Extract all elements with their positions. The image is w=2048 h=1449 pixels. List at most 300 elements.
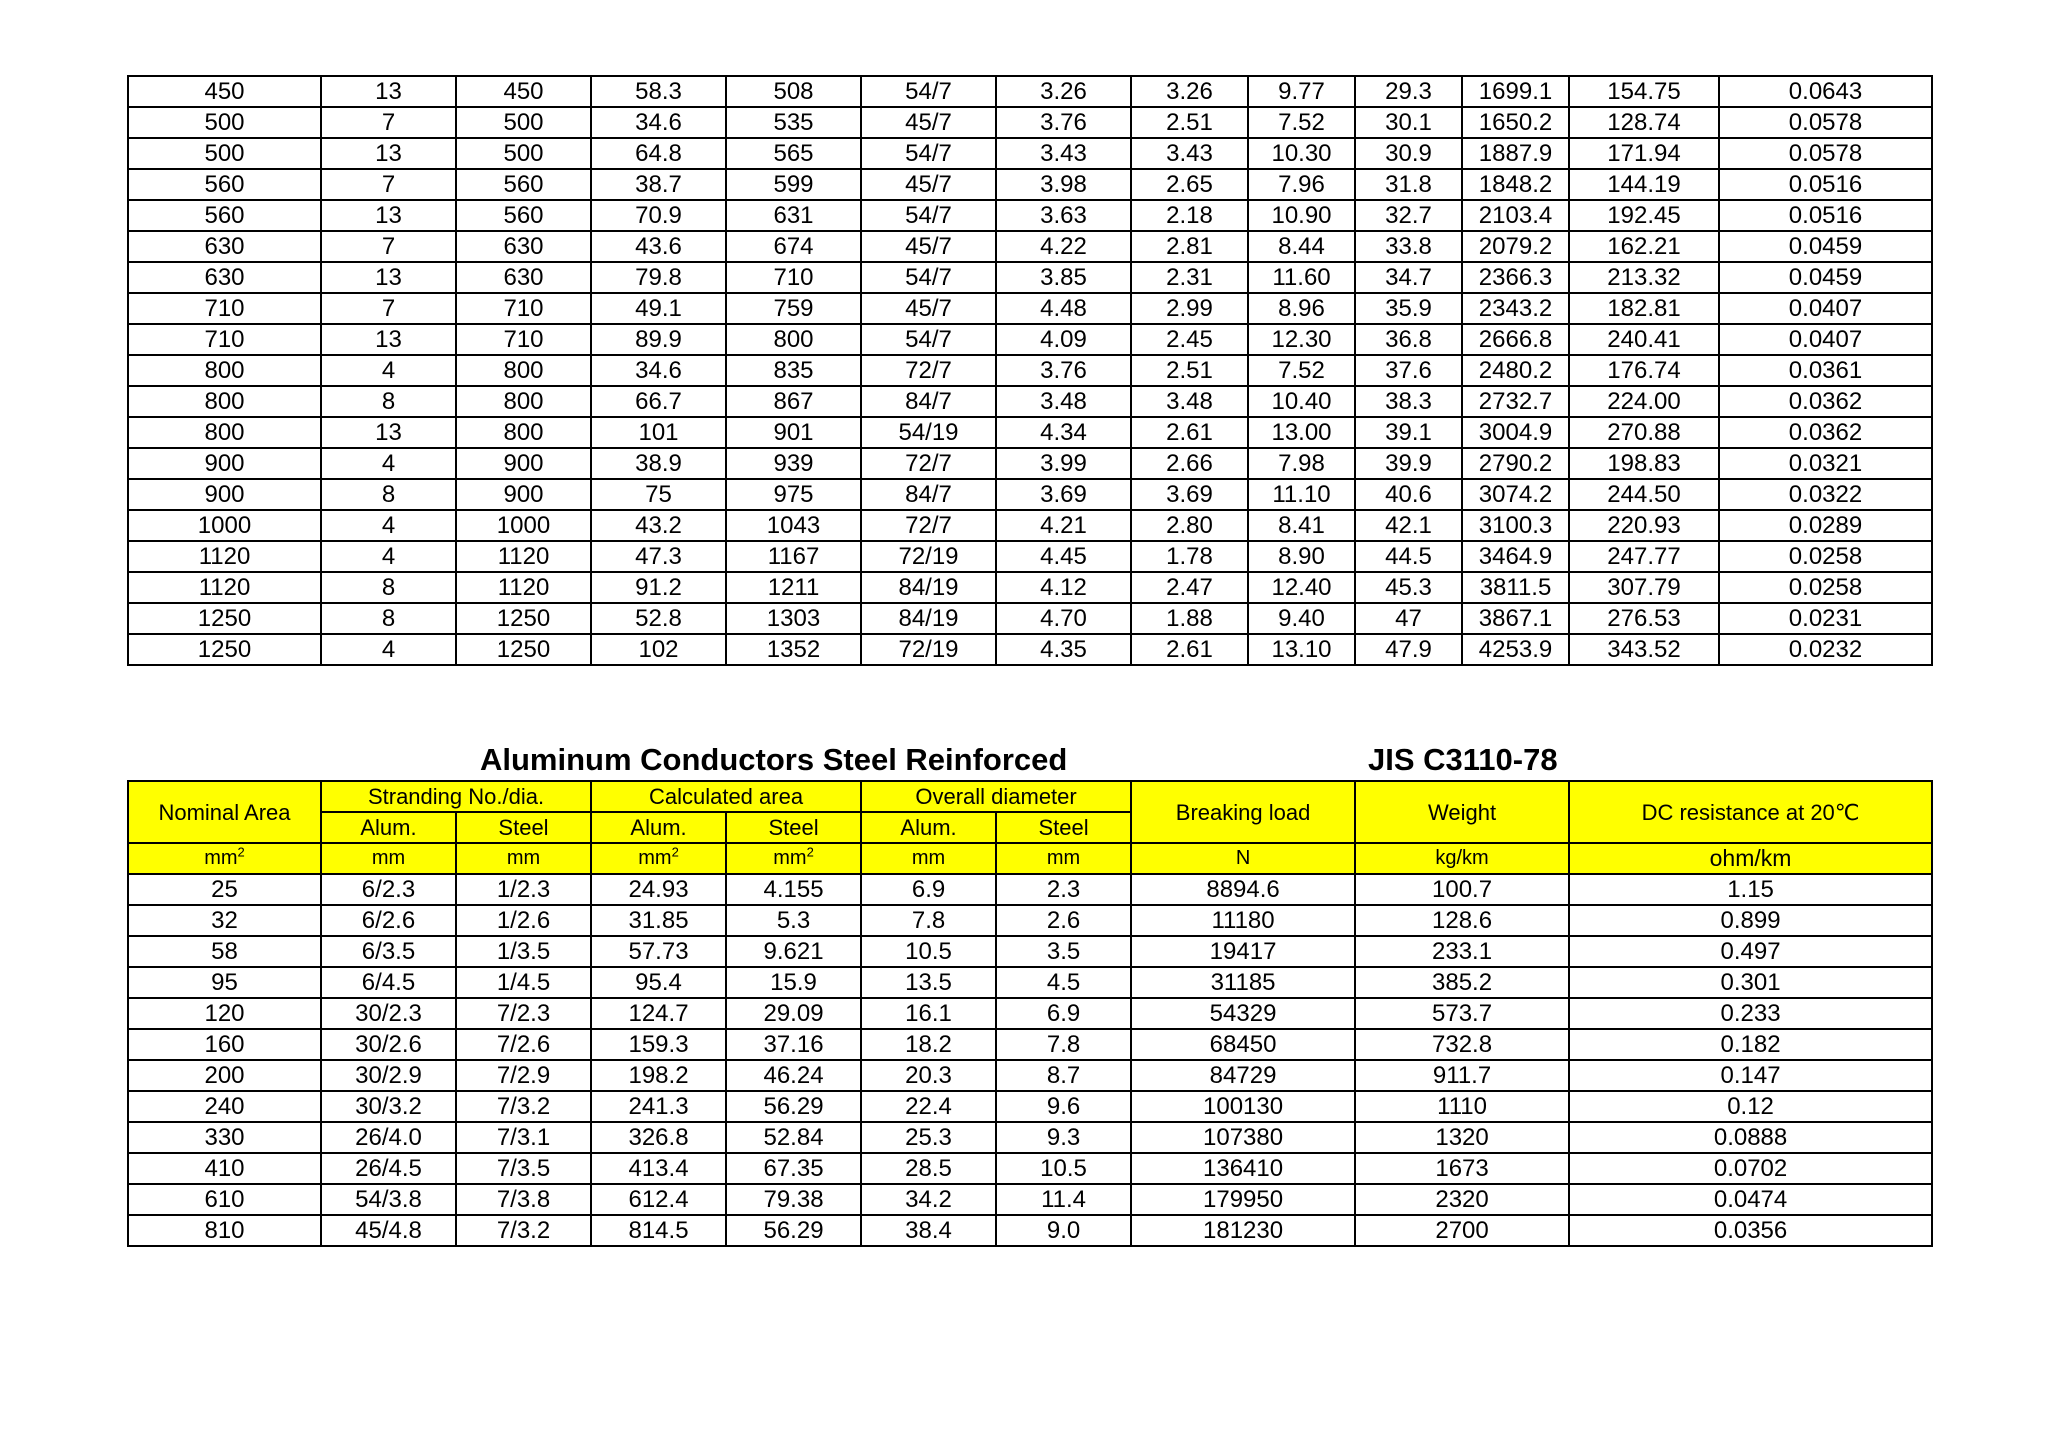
table-cell: 710 — [456, 293, 591, 324]
table-cell: 30/2.9 — [321, 1060, 456, 1091]
table-cell: 900 — [128, 479, 321, 510]
table-cell: 3.43 — [1131, 138, 1248, 169]
table-cell: 3.99 — [996, 448, 1131, 479]
table-cell: 343.52 — [1569, 634, 1719, 665]
table-cell: 32 — [128, 905, 321, 936]
table-cell: 535 — [726, 107, 861, 138]
acsr-table-row — [128, 1122, 1932, 1153]
table-cell: 270.88 — [1569, 417, 1719, 448]
header-overall-diameter: Overall diameter — [861, 781, 1131, 812]
table-cell: 800 — [456, 355, 591, 386]
unit-diameter-alum: mm — [861, 843, 996, 874]
top-table-row — [128, 262, 1932, 293]
table-cell: 22.4 — [861, 1091, 996, 1122]
table-cell: 10.40 — [1248, 386, 1355, 417]
top-table-row — [128, 572, 1932, 603]
table-cell: 84/19 — [861, 603, 996, 634]
table-cell: 2790.2 — [1462, 448, 1569, 479]
table-cell: 120 — [128, 998, 321, 1029]
table-cell: 26/4.5 — [321, 1153, 456, 1184]
table-cell: 9.6 — [996, 1091, 1131, 1122]
table-cell: 3867.1 — [1462, 603, 1569, 634]
table-cell: 1699.1 — [1462, 76, 1569, 107]
table-cell: 612.4 — [591, 1184, 726, 1215]
table-cell: 19417 — [1131, 936, 1355, 967]
table-cell: 7/3.1 — [456, 1122, 591, 1153]
table-cell: 162.21 — [1569, 231, 1719, 262]
table-cell: 30/3.2 — [321, 1091, 456, 1122]
table-cell: 3.5 — [996, 936, 1131, 967]
table-cell: 54329 — [1131, 998, 1355, 1029]
acsr-table-row — [128, 1184, 1932, 1215]
table-cell: 1303 — [726, 603, 861, 634]
table-cell: 759 — [726, 293, 861, 324]
table-cell: 3.26 — [996, 76, 1131, 107]
table-cell: 4 — [321, 541, 456, 572]
table-cell: 13.00 — [1248, 417, 1355, 448]
table-cell: 7 — [321, 231, 456, 262]
table-cell: 1250 — [128, 603, 321, 634]
table-cell: 0.0407 — [1719, 293, 1932, 324]
unit-breaking-load: N — [1131, 843, 1355, 874]
table-cell: 13 — [321, 417, 456, 448]
table-cell: 58 — [128, 936, 321, 967]
table-cell: 1352 — [726, 634, 861, 665]
table-cell: 0.0459 — [1719, 262, 1932, 293]
top-table-row — [128, 510, 1932, 541]
table-cell: 867 — [726, 386, 861, 417]
table-cell: 1043 — [726, 510, 861, 541]
table-cell: 30.1 — [1355, 107, 1462, 138]
table-cell: 47 — [1355, 603, 1462, 634]
header-stranding: Stranding No./dia. — [321, 781, 591, 812]
unit-stranding-alum: mm — [321, 843, 456, 874]
table-cell: 0.0516 — [1719, 200, 1932, 231]
table-cell: 0.0362 — [1719, 386, 1932, 417]
table-cell: 2.3 — [996, 874, 1131, 905]
table-cell: 8 — [321, 386, 456, 417]
table-cell: 2366.3 — [1462, 262, 1569, 293]
table-cell: 2.51 — [1131, 355, 1248, 386]
table-cell: 159.3 — [591, 1029, 726, 1060]
table-cell: 38.3 — [1355, 386, 1462, 417]
table-cell: 10.5 — [861, 936, 996, 967]
table-cell: 39.1 — [1355, 417, 1462, 448]
table-cell: 47.9 — [1355, 634, 1462, 665]
table-cell: 9.0 — [996, 1215, 1131, 1246]
table-cell: 34.6 — [591, 355, 726, 386]
table-cell: 500 — [456, 107, 591, 138]
table-cell: 630 — [128, 231, 321, 262]
table-cell: 450 — [456, 76, 591, 107]
acsr-table-body — [128, 781, 1932, 1246]
unit-nominal-area: $mm^2$ — [128, 843, 321, 874]
table-cell: 0.0231 — [1719, 603, 1932, 634]
table-cell: 2.65 — [1131, 169, 1248, 200]
table-cell: 2.6 — [996, 905, 1131, 936]
header-diameter-steel: Steel — [996, 812, 1131, 843]
top-table-row — [128, 448, 1932, 479]
table-cell: 34.7 — [1355, 262, 1462, 293]
header-calculated-area: Calculated area — [591, 781, 861, 812]
table-cell: 0.0578 — [1719, 138, 1932, 169]
title-standard: JIS C3110-78 — [1368, 742, 1558, 777]
table-cell: 2343.2 — [1462, 293, 1569, 324]
table-cell: 244.50 — [1569, 479, 1719, 510]
table-cell: 800 — [128, 417, 321, 448]
top-table-row — [128, 200, 1932, 231]
table-cell: 72/7 — [861, 510, 996, 541]
header-stranding-steel: Steel — [456, 812, 591, 843]
table-cell: 11.4 — [996, 1184, 1131, 1215]
table-cell: 4 — [321, 634, 456, 665]
table-cell: 8.96 — [1248, 293, 1355, 324]
table-cell: 72/7 — [861, 448, 996, 479]
table-cell: 179950 — [1131, 1184, 1355, 1215]
table-cell: 45/7 — [861, 107, 996, 138]
table-cell: 3811.5 — [1462, 572, 1569, 603]
table-cell: 0.0474 — [1569, 1184, 1932, 1215]
table-cell: 276.53 — [1569, 603, 1719, 634]
unit-dc-resistance: ohm/km — [1569, 843, 1932, 874]
acsr-table-row — [128, 967, 1932, 998]
table-cell: 3100.3 — [1462, 510, 1569, 541]
table-cell: 136410 — [1131, 1153, 1355, 1184]
table-cell: 385.2 — [1355, 967, 1569, 998]
header-breaking-load: Breaking load — [1131, 781, 1355, 843]
table-cell: 44.5 — [1355, 541, 1462, 572]
table-cell: 0.0516 — [1719, 169, 1932, 200]
table-cell: 0.0289 — [1719, 510, 1932, 541]
acsr-table-row — [128, 1091, 1932, 1122]
table-cell: 70.9 — [591, 200, 726, 231]
table-cell: 0.0888 — [1569, 1122, 1932, 1153]
table-cell: 95.4 — [591, 967, 726, 998]
acsr-table-row — [128, 1215, 1932, 1246]
table-cell: 814.5 — [591, 1215, 726, 1246]
table-cell: 33.8 — [1355, 231, 1462, 262]
table-cell: 560 — [456, 169, 591, 200]
table-cell: 75 — [591, 479, 726, 510]
table-cell: 182.81 — [1569, 293, 1719, 324]
table-cell: 710 — [128, 324, 321, 355]
table-cell: 43.2 — [591, 510, 726, 541]
table-cell: 8 — [321, 603, 456, 634]
table-cell: 3.63 — [996, 200, 1131, 231]
table-cell: 72/7 — [861, 355, 996, 386]
top-table-row — [128, 231, 1932, 262]
top-table-row — [128, 417, 1932, 448]
table-cell: 54/19 — [861, 417, 996, 448]
table-cell: 0.0362 — [1719, 417, 1932, 448]
table-cell: 240.41 — [1569, 324, 1719, 355]
top-data-table — [127, 75, 1933, 666]
table-cell: 3.43 — [996, 138, 1131, 169]
table-cell: 68450 — [1131, 1029, 1355, 1060]
table-cell: 160 — [128, 1029, 321, 1060]
unit-weight: kg/km — [1355, 843, 1569, 874]
table-cell: 800 — [128, 386, 321, 417]
table-cell: 198.83 — [1569, 448, 1719, 479]
top-table-row — [128, 169, 1932, 200]
table-cell: 2480.2 — [1462, 355, 1569, 386]
table-cell: 1/4.5 — [456, 967, 591, 998]
table-cell: 2320 — [1355, 1184, 1569, 1215]
table-cell: 15.9 — [726, 967, 861, 998]
table-cell: 4.35 — [996, 634, 1131, 665]
table-cell: 54/7 — [861, 324, 996, 355]
table-cell: 7.52 — [1248, 355, 1355, 386]
table-cell: 72/19 — [861, 634, 996, 665]
table-cell: 1250 — [456, 603, 591, 634]
table-cell: 0.0361 — [1719, 355, 1932, 386]
acsr-table — [127, 780, 1933, 1247]
top-table-row — [128, 76, 1932, 107]
table-cell: 13 — [321, 200, 456, 231]
table-cell: 12.40 — [1248, 572, 1355, 603]
table-cell: 1211 — [726, 572, 861, 603]
table-cell: 10.90 — [1248, 200, 1355, 231]
table-title — [0, 742, 2048, 778]
table-cell: 20.3 — [861, 1060, 996, 1091]
table-cell: 144.19 — [1569, 169, 1719, 200]
table-cell: 1250 — [456, 634, 591, 665]
table-cell: 4 — [321, 355, 456, 386]
table-cell: 45/4.8 — [321, 1215, 456, 1246]
table-cell: 710 — [456, 324, 591, 355]
top-table-row — [128, 138, 1932, 169]
table-cell: 0.233 — [1569, 998, 1932, 1029]
table-cell: 128.6 — [1355, 905, 1569, 936]
header-stranding-alum: Alum. — [321, 812, 456, 843]
table-cell: 4.34 — [996, 417, 1131, 448]
table-cell: 8.41 — [1248, 510, 1355, 541]
table-cell: 7.8 — [861, 905, 996, 936]
table-cell: 54/7 — [861, 138, 996, 169]
table-cell: 47.3 — [591, 541, 726, 572]
table-cell: 6/4.5 — [321, 967, 456, 998]
table-cell: 330 — [128, 1122, 321, 1153]
acsr-table-row — [128, 1153, 1932, 1184]
table-cell: 710 — [726, 262, 861, 293]
table-cell: 8 — [321, 572, 456, 603]
table-cell: 9.3 — [996, 1122, 1131, 1153]
table-cell: 0.0258 — [1719, 572, 1932, 603]
table-cell: 57.73 — [591, 936, 726, 967]
header-row-1 — [128, 781, 1932, 812]
table-cell: 900 — [456, 479, 591, 510]
acsr-table-row — [128, 874, 1932, 905]
table-cell: 30/2.3 — [321, 998, 456, 1029]
table-cell: 7/3.8 — [456, 1184, 591, 1215]
table-cell: 13 — [321, 76, 456, 107]
table-cell: 560 — [128, 169, 321, 200]
table-cell: 6/2.6 — [321, 905, 456, 936]
table-cell: 9.40 — [1248, 603, 1355, 634]
table-cell: 7/2.3 — [456, 998, 591, 1029]
table-cell: 674 — [726, 231, 861, 262]
table-cell: 84/19 — [861, 572, 996, 603]
table-cell: 2.31 — [1131, 262, 1248, 293]
table-cell: 326.8 — [591, 1122, 726, 1153]
table-cell: 0.182 — [1569, 1029, 1932, 1060]
table-cell: 1320 — [1355, 1122, 1569, 1153]
table-cell: 26/4.0 — [321, 1122, 456, 1153]
table-cell: 508 — [726, 76, 861, 107]
table-cell: 7.52 — [1248, 107, 1355, 138]
table-cell: 10.30 — [1248, 138, 1355, 169]
acsr-table-row — [128, 998, 1932, 1029]
table-cell: 240 — [128, 1091, 321, 1122]
table-cell: 500 — [128, 107, 321, 138]
table-cell: 0.0356 — [1569, 1215, 1932, 1246]
unit-diameter-steel: mm — [996, 843, 1131, 874]
top-table-row — [128, 355, 1932, 386]
table-cell: 630 — [456, 231, 591, 262]
table-cell: 2.61 — [1131, 634, 1248, 665]
table-cell: 45/7 — [861, 169, 996, 200]
table-cell: 573.7 — [1355, 998, 1569, 1029]
header-weight: Weight — [1355, 781, 1569, 843]
table-cell: 213.32 — [1569, 262, 1719, 293]
table-cell: 1/3.5 — [456, 936, 591, 967]
table-cell: 901 — [726, 417, 861, 448]
table-cell: 6.9 — [996, 998, 1131, 1029]
unit-area-steel: $mm^2$ — [726, 843, 861, 874]
table-cell: 224.00 — [1569, 386, 1719, 417]
table-cell: 192.45 — [1569, 200, 1719, 231]
table-cell: 1110 — [1355, 1091, 1569, 1122]
table-cell: 1167 — [726, 541, 861, 572]
table-cell: 1120 — [456, 541, 591, 572]
table-cell: 84/7 — [861, 479, 996, 510]
table-cell: 54/3.8 — [321, 1184, 456, 1215]
top-table-row — [128, 324, 1932, 355]
table-cell: 0.0578 — [1719, 107, 1932, 138]
acsr-table-row — [128, 936, 1932, 967]
table-cell: 13.5 — [861, 967, 996, 998]
table-cell: 900 — [456, 448, 591, 479]
table-cell: 40.6 — [1355, 479, 1462, 510]
table-cell: 3074.2 — [1462, 479, 1569, 510]
table-cell: 1887.9 — [1462, 138, 1569, 169]
top-table-row — [128, 107, 1932, 138]
table-cell: 2732.7 — [1462, 386, 1569, 417]
table-cell: 24.93 — [591, 874, 726, 905]
table-cell: 835 — [726, 355, 861, 386]
table-cell: 4253.9 — [1462, 634, 1569, 665]
table-cell: 58.3 — [591, 76, 726, 107]
acsr-table-row — [128, 905, 1932, 936]
table-cell: 198.2 — [591, 1060, 726, 1091]
table-cell: 52.8 — [591, 603, 726, 634]
table-cell: 0.497 — [1569, 936, 1932, 967]
table-cell: 560 — [456, 200, 591, 231]
table-cell: 2.45 — [1131, 324, 1248, 355]
table-cell: 307.79 — [1569, 572, 1719, 603]
table-cell: 4.21 — [996, 510, 1131, 541]
acsr-table-row — [128, 1060, 1932, 1091]
top-table-row — [128, 603, 1932, 634]
table-cell: 9.77 — [1248, 76, 1355, 107]
table-cell: 3.69 — [996, 479, 1131, 510]
table-cell: 3004.9 — [1462, 417, 1569, 448]
table-cell: 7/3.2 — [456, 1091, 591, 1122]
table-cell: 171.94 — [1569, 138, 1719, 169]
table-cell: 4.45 — [996, 541, 1131, 572]
table-cell: 8894.6 — [1131, 874, 1355, 905]
table-cell: 16.1 — [861, 998, 996, 1029]
table-cell: 1250 — [128, 634, 321, 665]
table-cell: 610 — [128, 1184, 321, 1215]
table-cell: 46.24 — [726, 1060, 861, 1091]
table-cell: 1/2.3 — [456, 874, 591, 905]
table-cell: 102 — [591, 634, 726, 665]
header-diameter-alum: Alum. — [861, 812, 996, 843]
table-cell: 176.74 — [1569, 355, 1719, 386]
table-cell: 500 — [128, 138, 321, 169]
table-cell: 4.5 — [996, 967, 1131, 998]
table-cell: 29.3 — [1355, 76, 1462, 107]
top-table-row — [128, 479, 1932, 510]
table-cell: 710 — [128, 293, 321, 324]
table-cell: 4.70 — [996, 603, 1131, 634]
table-cell: 45/7 — [861, 231, 996, 262]
table-cell: 3.69 — [1131, 479, 1248, 510]
table-cell: 45.3 — [1355, 572, 1462, 603]
table-cell: 413.4 — [591, 1153, 726, 1184]
header-area-alum: Alum. — [591, 812, 726, 843]
table-cell: 0.301 — [1569, 967, 1932, 998]
table-cell: 31.85 — [591, 905, 726, 936]
table-cell: 35.9 — [1355, 293, 1462, 324]
table-cell: 732.8 — [1355, 1029, 1569, 1060]
table-cell: 89.9 — [591, 324, 726, 355]
table-cell: 38.4 — [861, 1215, 996, 1246]
table-cell: 6/2.3 — [321, 874, 456, 905]
table-cell: 0.0321 — [1719, 448, 1932, 479]
table-cell: 12.30 — [1248, 324, 1355, 355]
table-cell: 34.2 — [861, 1184, 996, 1215]
table-cell: 0.0322 — [1719, 479, 1932, 510]
table-cell: 0.899 — [1569, 905, 1932, 936]
table-cell: 2.80 — [1131, 510, 1248, 541]
table-cell: 1650.2 — [1462, 107, 1569, 138]
table-cell: 8.90 — [1248, 541, 1355, 572]
table-cell: 64.8 — [591, 138, 726, 169]
table-cell: 0.0702 — [1569, 1153, 1932, 1184]
table-cell: 31185 — [1131, 967, 1355, 998]
table-cell: 500 — [456, 138, 591, 169]
table-cell: 7.8 — [996, 1029, 1131, 1060]
table-cell: 25 — [128, 874, 321, 905]
table-cell: 939 — [726, 448, 861, 479]
table-cell: 49.1 — [591, 293, 726, 324]
table-cell: 200 — [128, 1060, 321, 1091]
table-cell: 0.12 — [1569, 1091, 1932, 1122]
table-cell: 800 — [456, 417, 591, 448]
table-cell: 36.8 — [1355, 324, 1462, 355]
table-cell: 1120 — [128, 572, 321, 603]
table-cell: 1000 — [456, 510, 591, 541]
table-cell: 25.3 — [861, 1122, 996, 1153]
table-cell: 0.0459 — [1719, 231, 1932, 262]
table-cell: 7/3.2 — [456, 1215, 591, 1246]
table-cell: 1.78 — [1131, 541, 1248, 572]
top-table-row — [128, 293, 1932, 324]
table-cell: 37.16 — [726, 1029, 861, 1060]
table-cell: 7.96 — [1248, 169, 1355, 200]
